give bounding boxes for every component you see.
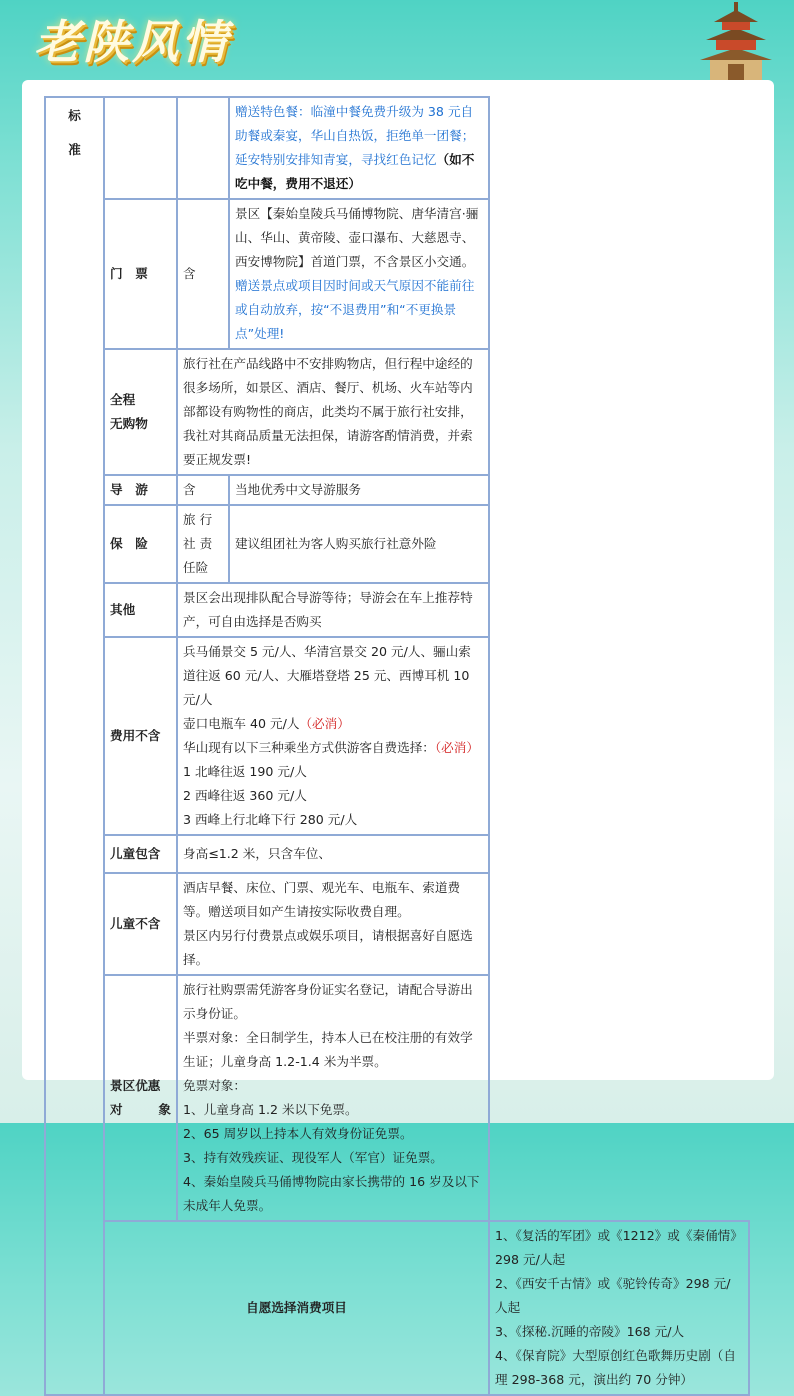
table-row <box>45 975 749 1221</box>
table-row <box>45 349 749 475</box>
special-meal-line1: 赠送特色餐：临潼中餐免费升级为 38 元自助餐或秦宴，华山自热饭，拒绝单一团餐； <box>235 104 475 143</box>
not-included-label: 费用不含 <box>104 637 177 835</box>
special-meal-line2: 延安特别安排知青宴，寻找红色记忆 <box>235 152 437 167</box>
discount-line: 2、65 周岁以上持本人有效身份证免票。 <box>183 1126 413 1141</box>
required-tag: （必消） <box>434 740 479 755</box>
table-row <box>45 97 749 199</box>
required-tag: （必消） <box>299 716 350 731</box>
child-excluded-line: 酒店早餐、床位、门票、观光车、电瓶车、索道费等。赠送项目如产生请按实际收费自理。 <box>183 880 461 919</box>
discount-line: 1、儿童身高 1.2 米以下免票。 <box>183 1102 358 1117</box>
optional-line: 2、《西安千古情》或《驼铃传奇》298 元/人起 <box>495 1276 731 1315</box>
table-row <box>45 475 749 505</box>
guide-label: 导 游 <box>104 475 177 505</box>
not-included-line: 兵马俑景交 5 元/人、华清宫景交 20 元/人、骊山索道往返 60 元/人、大雁塔登塔 25 元、西博耳机 10 元/人 <box>183 644 471 707</box>
table-row <box>45 199 749 349</box>
discount-line: 4、秦始皇陵兵马俑博物院由家长携带的 16 岁及以下未成年人免票。 <box>183 1174 480 1213</box>
discount-line: 免票对象： <box>183 1078 246 1093</box>
discount-line: 3、持有效残疾证、现役军人（军官）证免票。 <box>183 1150 443 1165</box>
empty-cell <box>177 97 229 199</box>
not-included-line: 2 西峰往返 360 元/人 <box>183 788 307 803</box>
child-excluded-label: 儿童不含 <box>104 873 177 975</box>
tickets-cell <box>229 199 489 349</box>
tickets-included: 含 <box>177 199 229 349</box>
not-included-line: 1 北峰往返 190 元/人 <box>183 764 307 779</box>
not-included-line: 华山现有以下三种乘坐方式供游客自费选择： <box>183 740 435 755</box>
label-char: 准 <box>68 142 81 157</box>
section-standard-label <box>45 97 104 1395</box>
table-row <box>45 835 749 873</box>
insurance-text: 建议组团社为客人购买旅行社意外险 <box>229 505 489 583</box>
label-char: 对 <box>110 1102 123 1117</box>
tickets-note: 赠送景点或项目因时间或天气原因不能前往或自动放弃，按“不退费用”和“不更换景点”处理! <box>235 278 475 341</box>
tickets-text: 景区【秦始皇陵兵马俑博物院、唐华清宫·骊山、华山、黄帝陵、壶口瀑布、大慈恩寺、西安博物院】首道门票，不含景区小交通。 <box>235 206 479 269</box>
special-meal-note: （如不吃中餐，费用不退还） <box>235 152 475 191</box>
guide-included: 含 <box>177 475 229 505</box>
label-line: 景区优惠 <box>110 1078 161 1093</box>
optional-label: 自愿选择消费项目 <box>104 1221 489 1395</box>
table-row <box>45 505 749 583</box>
other-text: 景区会出现排队配合导游等待；导游会在车上推荐特产，可自由选择是否购买 <box>177 583 489 637</box>
child-excluded-cell <box>177 873 489 975</box>
no-shopping-text: 旅行社在产品线路中不安排购物店，但行程中途经的很多场所，如景区、酒店、餐厅、机场、火车站等内部都设有购物性的商店，此类均不属于旅行社安排，我社对其商品质量无法担保，请游客酌情消费，并索要正规发票! <box>177 349 489 475</box>
not-included-line: 壶口电瓶车 40 元/人 <box>183 716 300 731</box>
optional-cell <box>489 1221 749 1395</box>
insurance-label: 保 险 <box>104 505 177 583</box>
table-row <box>45 873 749 975</box>
itinerary-table <box>44 96 750 1396</box>
inc-line: 任险 <box>183 560 209 575</box>
special-meal-cell <box>229 97 489 199</box>
discount-label <box>104 975 177 1221</box>
insurance-included <box>177 505 229 583</box>
not-included-line: 3 西峰上行北峰下行 280 元/人 <box>183 812 358 827</box>
guide-text: 当地优秀中文导游服务 <box>229 475 489 505</box>
label-char: 象 <box>158 1102 171 1117</box>
discount-cell <box>177 975 489 1221</box>
table-row <box>45 637 749 835</box>
child-included-text: 身高≤1.2 米，只含车位、 <box>177 835 489 873</box>
label-line: 无购物 <box>110 416 148 431</box>
discount-line: 半票对象：全日制学生，持本人已在校注册的有效学生证；儿童身高 1.2-1.4 米为半票。 <box>183 1030 473 1069</box>
table-row <box>45 1221 749 1395</box>
discount-line: 旅行社购票需凭游客身份证实名登记，请配合导游出示身份证。 <box>183 982 473 1021</box>
inc-line: 社 责 <box>183 536 213 551</box>
label-line: 全程 <box>110 392 136 407</box>
table-row <box>45 583 749 637</box>
label-char: 标 <box>68 108 81 123</box>
child-included-label: 儿童包含 <box>104 835 177 873</box>
not-included-cell <box>177 637 489 835</box>
banner-title: 老陕风情 <box>34 15 230 69</box>
tower-illustration <box>696 2 776 82</box>
optional-line: 4、《保育院》大型原创红色歌舞历史剧（自理 298-368 元，演出约 70 分钟） <box>495 1348 736 1387</box>
other-label: 其他 <box>104 583 177 637</box>
no-shopping-label <box>104 349 177 475</box>
inc-line: 旅 行 <box>183 512 213 527</box>
optional-line: 3、《探秘.沉睡的帝陵》168 元/人 <box>495 1324 685 1339</box>
tickets-label: 门 票 <box>104 199 177 349</box>
child-excluded-line: 景区内另行付费景点或娱乐项目，请根据喜好自愿选择。 <box>183 928 473 967</box>
optional-line: 1、《复活的军团》或《1212》或《秦俑情》298 元/人起 <box>495 1228 743 1267</box>
empty-cell <box>104 97 177 199</box>
